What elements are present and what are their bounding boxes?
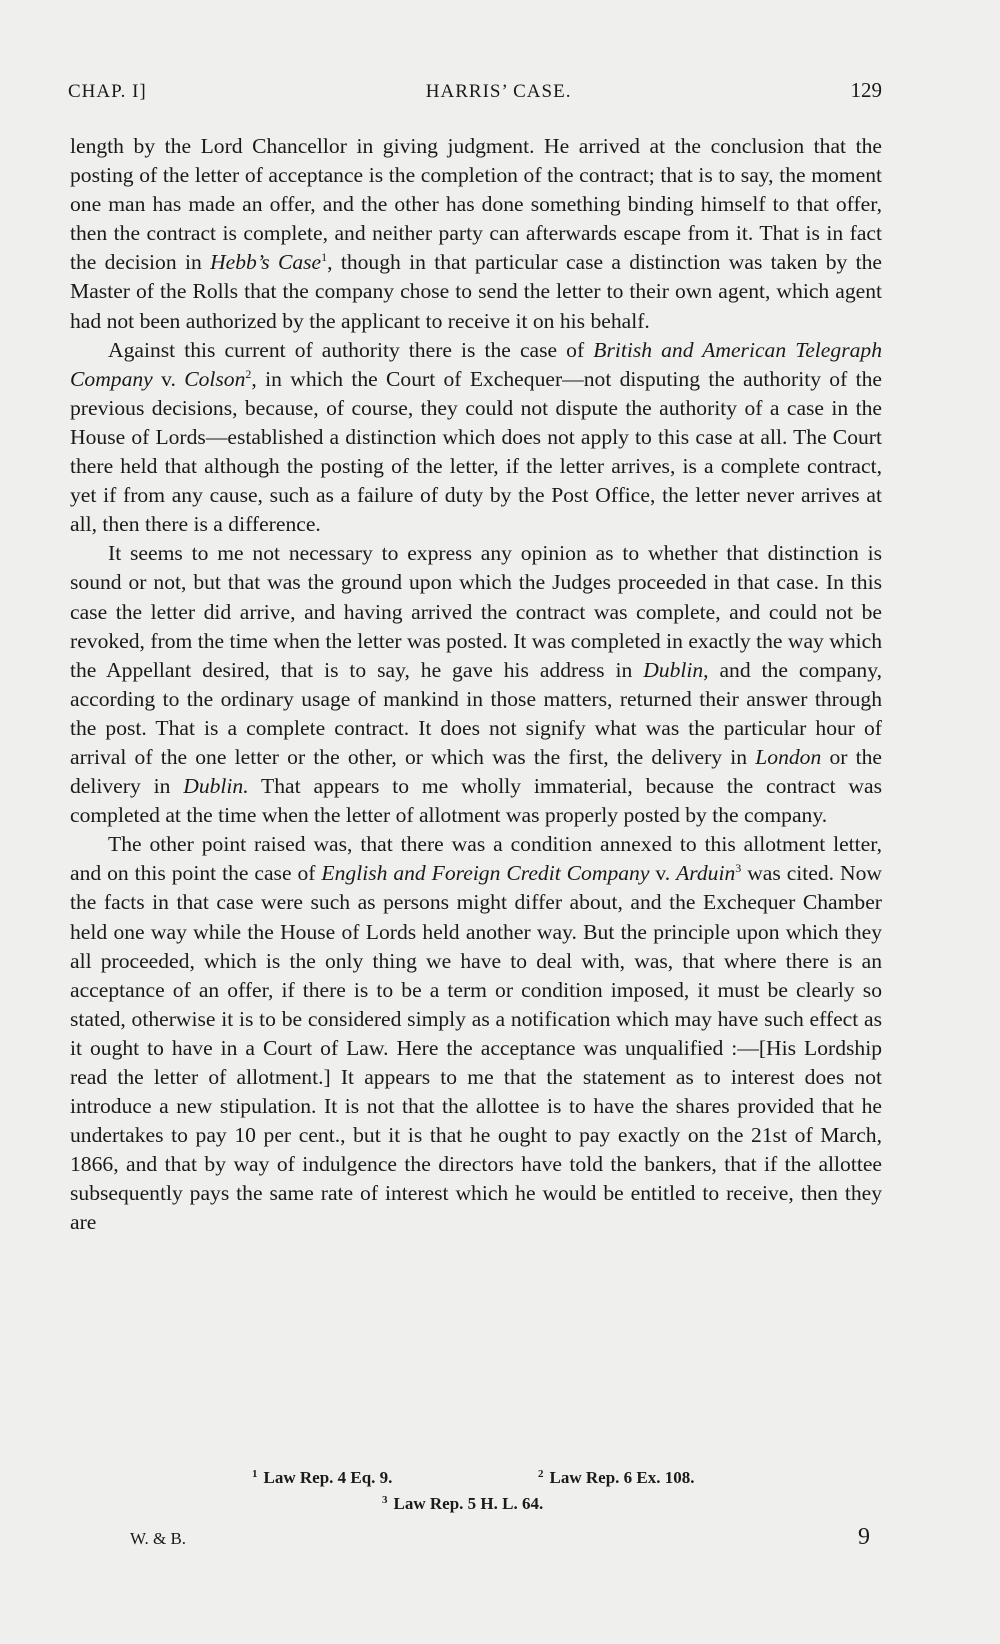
footnote-2 <box>538 1468 694 1488</box>
case-name: Hebb’s Case <box>210 250 322 275</box>
text-run: or the delivery in <box>70 744 882 799</box>
sheet-number: 9 <box>858 1524 870 1550</box>
text-run: , and the company, according to the ordinary usage of mankind in those matters, returned their answer through the post. That is a complete contract. It does not signify what was the particular hour of arrival of the one letter or the other, or which was the first, the delivery in <box>70 657 882 769</box>
footnote-mark: 1 <box>252 1468 258 1480</box>
text-run: length by the Lord Chancellor in giving judgment. He arrived at the conclusion that the posting of the letter of acceptance is the completion of the contract; that is to say, the moment one man has made an offer, and the other has done something binding himself to that offer, then the contract is complete, and neither party can afterwards escape from it. That is in fact the decision in <box>70 134 882 275</box>
paragraph-2 <box>70 336 882 540</box>
text-run: v. <box>649 861 677 886</box>
chapter-label: CHAP. I] <box>68 81 147 102</box>
text-run: v. <box>152 366 185 391</box>
footnote-text: Law Rep. 5 H. L. 64. <box>393 1494 544 1513</box>
text-run: It seems to me not necessary to express any opinion as to whether that distinction is sound or not, but that was the ground upon which the Judges proceeded in that case. In this case the letter did arrive, and having arrived the contract was complete, and could not be revoked, from the time when the letter was posted. It was completed in exactly the way which the Appellant desired, that is to say, he gave his address in <box>70 541 882 682</box>
footnote-3 <box>382 1494 543 1514</box>
text-run: was cited. Now the facts in that case were such as persons might differ about, and the Exchequer Chamber held one way while the House of Lords held another way. But the principle upon which they all proceeded, which is the only thing we have to deal with, was, that where there is an acceptance of an offer, if there is to be a term or condition imposed, it must be clearly so stated, otherwise it is to be considered simply as a notification which may have such effect as it ought to have in a Court of Law. Here the acceptance was unqualified :—[His Lordship read the letter of allotment.] It appears to me that the statement as to interest does not introduce a new stipulation. It is not that the allottee is to have the shares provided that he undertakes to pay 10 per cent., but it is that he ought to pay exactly on the 21st of March, 1866, and that by way of indulgence the directors have told the bankers, that if the allottee subsequently pays the same rate of interest which he would be entitled to receive, then they are <box>70 861 882 1235</box>
page-footer <box>130 1524 870 1551</box>
text-run: , though in that particular case a distinction was taken by the Master of the Rolls that the company chose to send the letter to their own agent, which agent had not been authorized by the applicant to receive it on his behalf. <box>70 250 882 333</box>
footnote-ref: 3 <box>735 861 742 876</box>
page-body <box>70 132 882 1238</box>
paragraph-3 <box>70 539 882 830</box>
text-run: That appears to me wholly immaterial, because the contract was completed at the time when the letter of allotment was properly posted by the company. <box>70 774 882 828</box>
case-name: English and Foreign Credit Company <box>321 861 650 886</box>
running-title: HARRIS’ CASE. <box>425 81 572 102</box>
running-header <box>68 78 882 103</box>
text-run: Against this current of authority there is the case of <box>108 337 594 362</box>
text-run: The other point raised was, that there was a condition annexed to this allotment letter, and on this point the case of <box>70 832 882 886</box>
case-name: British and American Telegraph Company <box>70 337 882 391</box>
text-run: , in which the Court of Exchequer—not disputing the authority of the previous decisions, because, of course, they could not dispute the authority of a case in the House of Lords—established a distinction which does not apply to this case at all. The Court there held that although the posting of the letter, if the letter arrives, is a complete contract, yet if from any cause, such as a failure of duty by the Post Office, the letter never arrives at all, then there is a difference. <box>70 366 882 537</box>
footnote-1 <box>252 1468 392 1488</box>
footnote-mark: 2 <box>538 1468 544 1480</box>
page-number: 129 <box>850 78 882 102</box>
footnote-text: Law Rep. 6 Ex. 108. <box>549 1468 695 1487</box>
signature-mark: W. & B. <box>130 1529 187 1548</box>
footnote-text: Law Rep. 4 Eq. 9. <box>263 1468 393 1487</box>
place-name: Dublin. <box>183 774 249 799</box>
paragraph-1 <box>70 132 882 336</box>
place-name: Dublin <box>643 657 704 682</box>
case-name: Colson <box>184 366 246 391</box>
footnote-ref: 2 <box>245 366 252 381</box>
case-name: Arduin <box>676 861 736 886</box>
footnote-mark: 3 <box>382 1494 388 1506</box>
paragraph-4 <box>70 830 882 1237</box>
footnote-ref: 1 <box>321 250 328 265</box>
place-name: London <box>755 744 822 769</box>
